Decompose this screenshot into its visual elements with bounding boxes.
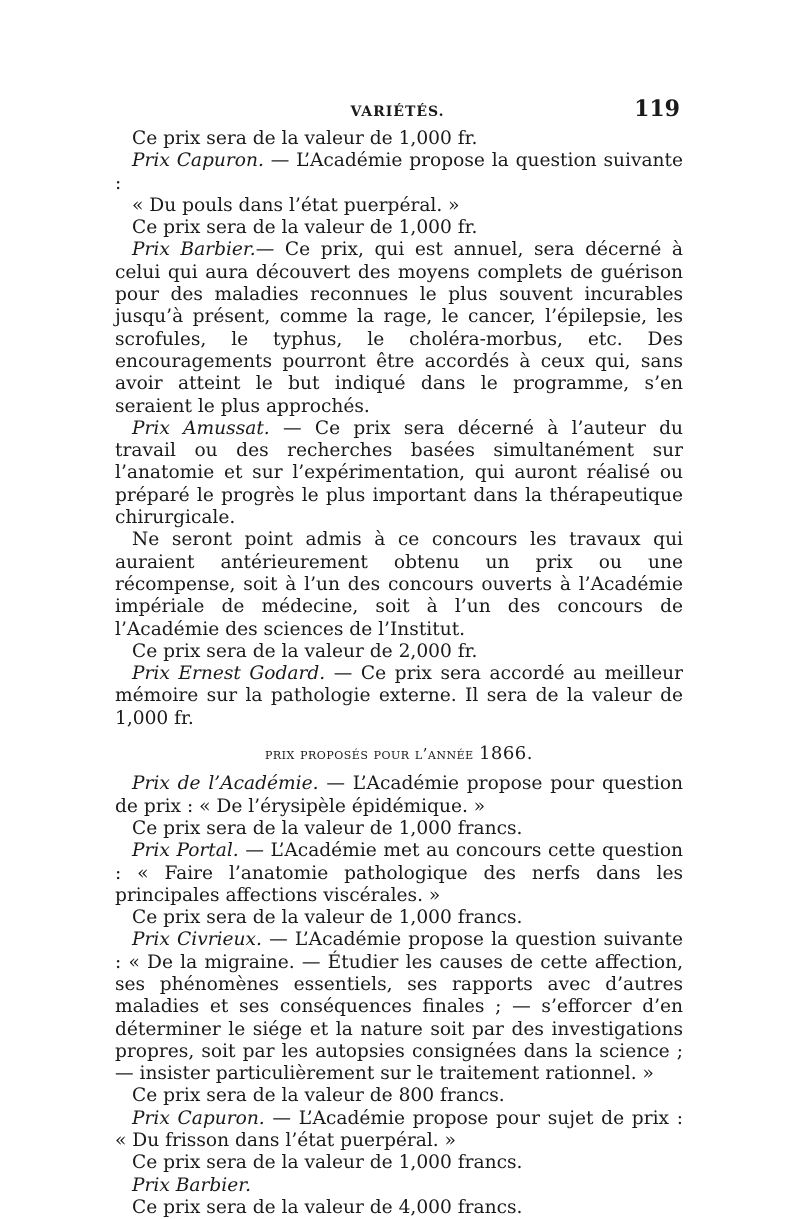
running-head: VARIÉTÉS. (350, 104, 445, 120)
paragraph: Prix Civrieux. — L’Académie propose la question suivante : « De la migraine. — Étudier les causes de cette affection, ses phénomènes essentiels, ses rapports avec d’autres maladies et ses conséquences finales ; — s’efforcer d’en déterminer le siége et la nature soit par des investigations propres, soit par les autopsies consignées dans la science ; — insister particulièrement sur le traitement rationnel. » (115, 929, 683, 1085)
page-number: 119 (634, 96, 680, 122)
paragraph: Ce prix sera de la valeur de 1,000 francs. (132, 817, 523, 839)
page-body (115, 128, 683, 1219)
paragraph: Ne seront point admis à ce concours les travaux qui auraient antérieurement obtenu un prix ou une récompense, soit à l’un des concours ouverts à l’Académie impériale de médecine, soit à l’un des concours de l’Académie des sciences de l’Institut. (115, 529, 683, 640)
paragraph: Ce prix sera de la valeur de 1,000 fr. (132, 128, 478, 149)
paragraph: Ce prix sera de la valeur de 1,000 francs. (132, 1152, 523, 1174)
paragraph: Prix Barbier.— Ce prix, qui est annuel, sera décerné à celui qui aura découvert des moyens complets de guérison pour des maladies reconnues le plus souvent incurables jusqu’à présent, comme la rage, le cancer, l’épilepsie, les scrofules, le typhus, le choléra-morbus, etc. Des encouragements pourront être accordés à ceux qui, sans avoir atteint le but indiqué dans le programme, s’en seraient le plus approchés. (115, 239, 683, 417)
paragraph: Ce prix sera de la valeur de 1,000 francs. (132, 907, 523, 929)
paragraph: Ce prix sera de la valeur de 800 francs. (132, 1085, 505, 1107)
paragraph: Prix Ernest Godard. — Ce prix sera accordé au meilleur mémoire sur la pathologie externe. Il sera de la valeur de 1,000 fr. (115, 663, 683, 729)
paragraph: « Du pouls dans l’état puerpéral. » (132, 194, 460, 216)
section-heading: prix proposés pour l’année 1866. (265, 743, 533, 765)
paragraph: Prix de l’Académie. — L’Académie propose pour question de prix : « De l’érysipèle épidémique. » (115, 773, 683, 817)
paragraph: Prix Amussat. — Ce prix sera décerné à l’auteur du travail ou des recherches basées simultanément sur l’anatomie et sur l’expérimentation, qui auront réalisé ou préparé le progrès le plus important dans la thérapeutique chirurgicale. (115, 417, 683, 529)
paragraph: Ce prix sera de la valeur de 2,000 fr. (132, 640, 478, 662)
paragraph: Prix Portal. — L’Académie met au concours cette question : « Faire l’anatomie pathologique des nerfs dans les principales affections viscérales. » (115, 840, 684, 906)
paragraph: Ce prix sera de la valeur de 4,000 francs. (132, 1196, 523, 1218)
paragraph: Prix Barbier. (132, 1174, 251, 1196)
paragraph: Prix Capuron. — L’Académie propose la question suivante : (115, 150, 683, 194)
page-header (115, 96, 680, 126)
paragraph: Prix Capuron. — L’Académie propose pour sujet de prix : « Du frisson dans l’état puerpéral. » (115, 1107, 683, 1152)
paragraph: Ce prix sera de la valeur de 1,000 fr. (132, 217, 478, 239)
